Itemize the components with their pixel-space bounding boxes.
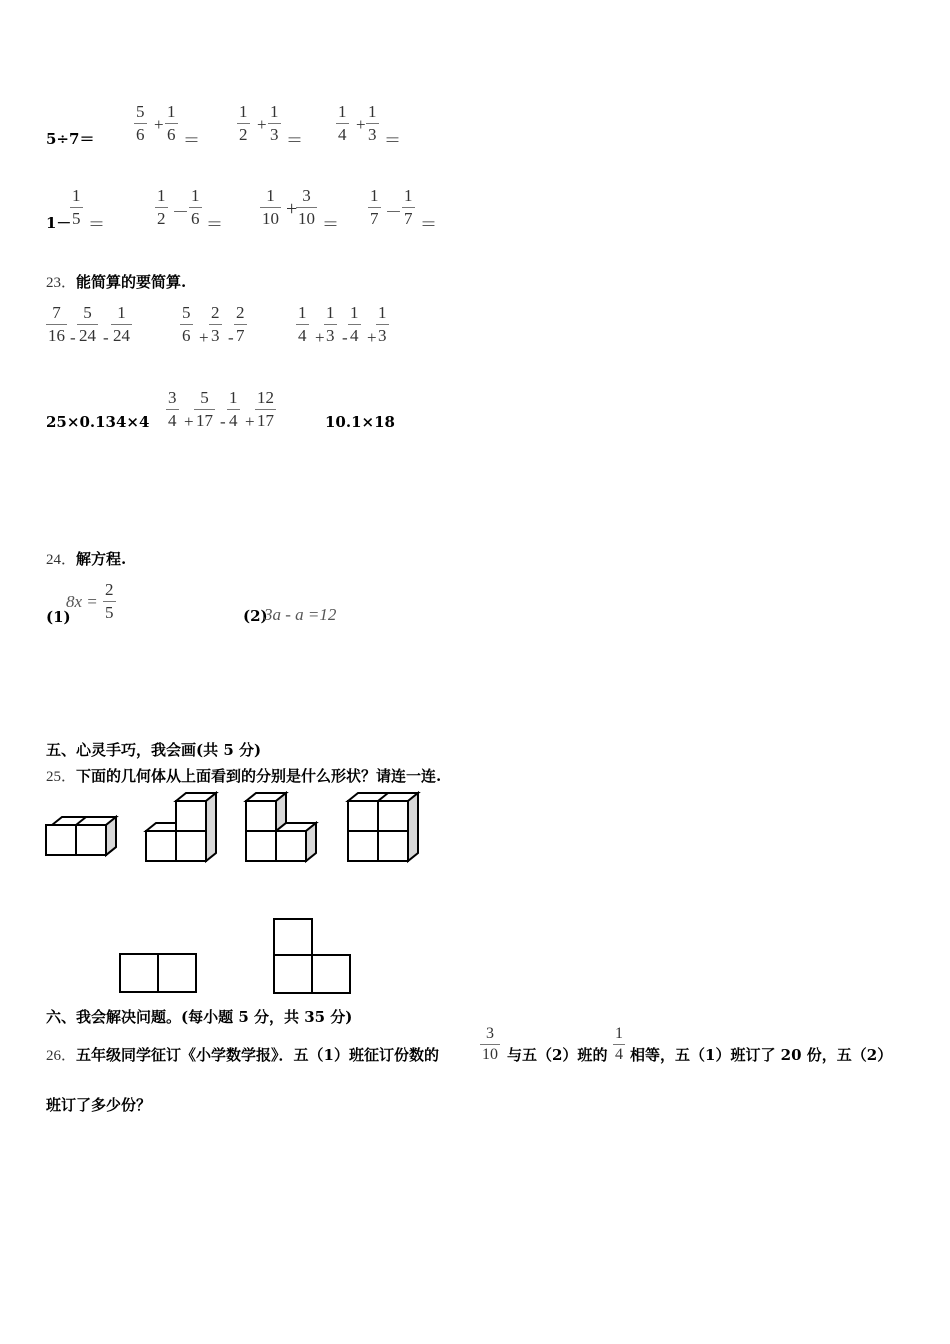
expr-25-times: 25×0.134×4 xyxy=(46,413,150,431)
equals: ＝ xyxy=(206,215,223,235)
fraction: 1 4 xyxy=(350,303,359,345)
operator: - xyxy=(228,328,234,347)
top-view-l-shape xyxy=(272,917,354,997)
operator: + xyxy=(245,412,255,431)
operator: + xyxy=(367,328,377,347)
solid-figure-2 xyxy=(140,790,220,870)
fraction: 1 3 xyxy=(270,102,279,144)
equation-2: 3a - a =12 xyxy=(264,605,337,624)
fraction: 1 3 xyxy=(378,303,387,345)
equals: ＝ xyxy=(88,215,105,235)
operator: - xyxy=(103,328,109,347)
fraction: 1 4 xyxy=(229,388,238,430)
solid-figure-1 xyxy=(40,810,120,868)
fraction: 1 4 xyxy=(615,1025,623,1063)
operator: + xyxy=(286,198,298,220)
operator: - xyxy=(70,328,76,347)
question-text: 班订了多少份？ xyxy=(46,1096,152,1114)
question-23 xyxy=(46,271,186,292)
question-title: 能简算的要简算. xyxy=(76,273,187,291)
equation-2-label: (2) xyxy=(243,607,268,625)
section-6-heading: 六、我会解决问题。(每小题 5 分，共 35 分) xyxy=(46,1008,353,1026)
question-25 xyxy=(46,765,441,786)
fraction: 1 4 xyxy=(298,303,307,345)
fraction: 1 24 xyxy=(113,303,130,345)
operator: － xyxy=(172,203,189,222)
top-view-two-squares xyxy=(118,952,200,996)
fraction: 12 17 xyxy=(257,388,274,430)
equation-1-lhs: 8x = xyxy=(66,592,98,611)
fraction: 5 6 xyxy=(182,303,191,345)
question-text: 相等，五（1）班订了 20 份，五（2） xyxy=(630,1046,893,1064)
fraction: 5 6 xyxy=(136,102,145,144)
fraction: 1 3 xyxy=(368,102,377,144)
solid-figure-3 xyxy=(240,790,322,870)
question-number: 23． xyxy=(46,275,77,291)
fraction: 3 4 xyxy=(168,388,177,430)
fraction: 3 10 xyxy=(482,1025,498,1063)
expr-5-div-7: 5÷7＝ xyxy=(46,130,95,148)
expr-one-minus: 1－ xyxy=(46,214,72,232)
fraction: 1 7 xyxy=(370,186,379,228)
fraction: 1 3 xyxy=(326,303,335,345)
fraction: 1 6 xyxy=(167,102,176,144)
question-24 xyxy=(46,548,126,569)
equals: ＝ xyxy=(286,131,303,151)
question-number: 24． xyxy=(46,552,77,568)
fraction: 5 24 xyxy=(79,303,96,345)
operator: + xyxy=(184,412,194,431)
operator: + xyxy=(356,115,366,134)
fraction: 1 2 xyxy=(239,102,248,144)
operator: + xyxy=(199,328,209,347)
fraction: 1 2 xyxy=(157,186,166,228)
question-26 xyxy=(46,1044,439,1065)
fraction: 1 7 xyxy=(404,186,413,228)
fraction: 2 3 xyxy=(211,303,220,345)
question-text: 与五（2）班的 xyxy=(507,1046,608,1064)
fraction: 1 10 xyxy=(262,186,279,228)
equation-1-label: (1) xyxy=(46,608,71,626)
fraction: 3 10 xyxy=(298,186,315,228)
expr-10-1-times-18: 10.1×18 xyxy=(325,413,395,431)
solid-figure-4 xyxy=(342,790,424,870)
fraction: 2 7 xyxy=(236,303,245,345)
equals: ＝ xyxy=(384,131,401,151)
fraction: 2 5 xyxy=(105,580,114,622)
equals: ＝ xyxy=(183,131,200,151)
section-5-heading: 五、心灵手巧，我会画(共 5 分) xyxy=(46,741,262,759)
operator: + xyxy=(257,115,267,134)
operator: + xyxy=(154,115,164,134)
fraction: 1 6 xyxy=(191,186,200,228)
fraction: 1 4 xyxy=(338,102,347,144)
operator: － xyxy=(385,203,402,222)
operator: + xyxy=(315,328,325,347)
question-title: 解方程. xyxy=(76,550,127,568)
equals: ＝ xyxy=(420,215,437,235)
question-number: 26． xyxy=(46,1048,77,1064)
fraction: 7 16 xyxy=(48,303,65,345)
fraction: 1 5 xyxy=(72,186,81,228)
fraction: 5 17 xyxy=(196,388,213,430)
operator: - xyxy=(220,412,226,431)
equals: ＝ xyxy=(322,215,339,235)
question-title: 下面的几何体从上面看到的分别是什么形状？请连一连. xyxy=(76,767,442,785)
operator: - xyxy=(342,328,348,347)
question-text: 五年级同学征订《小学数学报》．五（1）班征订份数的 xyxy=(76,1046,439,1064)
question-number: 25． xyxy=(46,769,77,785)
